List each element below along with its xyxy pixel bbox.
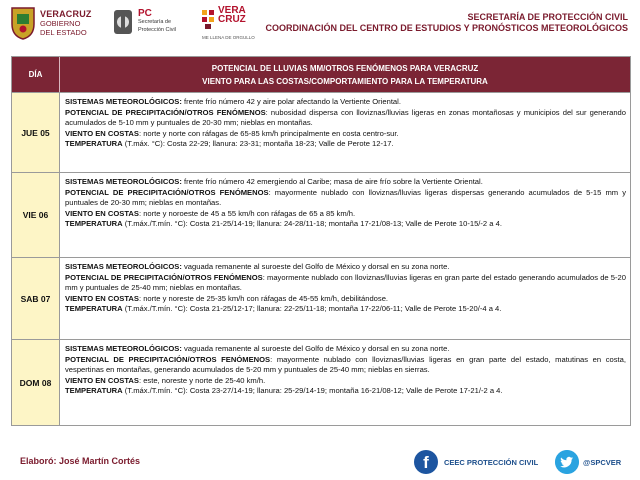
row-viento: VIENTO EN COSTAS: este, noreste y norte de 25-40 km/h. xyxy=(65,375,266,385)
logo-vera-line1: VERA xyxy=(218,5,246,16)
header-title-line2: COORDINACIÓN DEL CENTRO DE ESTUDIOS Y PRONÓSTICOS METEOROLÓGICOS xyxy=(265,23,628,33)
row-temperatura: TEMPERATURA (T.máx./T.mín. °C): Costa 21-25/12-17; llanura: 22-25/11-18; montaña 17-22/06-11; Valle de Perote 15-20/-4 a 4. xyxy=(65,304,502,313)
page-footer xyxy=(0,446,640,480)
veracruz-mark-icon xyxy=(200,8,216,30)
author-credit: Elaboró: José Martín Cortés xyxy=(20,456,141,466)
table-header xyxy=(12,57,630,92)
row-potencial: POTENCIAL DE PRECIPITACIÓN/OTROS FENÓMENOS: mayormente nublado con lloviznas/lluvias ligeras en gran parte del estado, matutinas en costa, vespertinas en montañas, generando acumulados de 5-20 mm y puntuales de 25-40 mm; nieblas en sierras. xyxy=(65,354,626,374)
col-header-day: DÍA xyxy=(12,57,60,92)
row-day: DOM 08 xyxy=(12,340,60,425)
row-sistemas: SISTEMAS METEOROLÓGICOS: frente frío número 42 y aire polar afectando la Vertiente Oriental. xyxy=(65,97,401,106)
row-sistemas: SISTEMAS METEOROLÓGICOS: vaguada remanente al suroeste del Golfo de México y dorsal en su zona norte. xyxy=(65,344,450,353)
twitter-icon[interactable] xyxy=(555,450,579,474)
row-content xyxy=(60,93,630,172)
row-day: SAB 07 xyxy=(12,258,60,339)
row-day: JUE 05 xyxy=(12,93,60,172)
logo-veracruz-sub2: DEL ESTADO xyxy=(40,28,87,37)
header-title xyxy=(265,12,628,34)
row-potencial: POTENCIAL DE PRECIPITACIÓN/OTROS FENÓMENOS: mayormente nublado con lloviznas/lluvias ligeras dispersas generando acumulados de 5-15 mm y puntuales de 20-30 mm; nieblas en montañas. xyxy=(65,187,627,207)
facebook-icon[interactable]: f xyxy=(414,450,438,474)
table-row xyxy=(12,257,630,339)
veracruz-shield-icon xyxy=(10,6,36,40)
row-temperatura: TEMPERATURA (T.máx. °C): Costa 22-29; llanura: 23-31; montaña 18-23; Valle de Perote 12-17. xyxy=(65,139,394,148)
facebook-link[interactable]: CEEC PROTECCIÓN CIVIL xyxy=(444,458,539,467)
logo-veracruz-orgullo xyxy=(200,4,260,44)
row-viento: VIENTO EN COSTAS: norte y norte con ráfagas de 65-85 km/h principalmente en costa centro-sur. xyxy=(65,128,399,138)
logo-pc-sub2: Protección Civil xyxy=(138,27,176,33)
logo-pc-name: PC xyxy=(138,8,152,19)
col-header-main xyxy=(60,57,630,92)
table-row xyxy=(12,92,630,172)
row-sistemas: SISTEMAS METEOROLÓGICOS: vaguada remanente al suroeste del Golfo de México y dorsal en su zona norte. xyxy=(65,262,450,271)
col-header-main-line1: POTENCIAL DE LLUVIAS MM/OTROS FENÓMENOS PARA VERACRUZ xyxy=(211,63,479,73)
logo-veracruz-sub1: GOBIERNO xyxy=(40,19,81,28)
row-temperatura: TEMPERATURA (T.máx./T.mín. °C): Costa 21-25/14-19; llanura: 24-28/11-18; montaña 17-21/08-13; Valle de Perote 10-15/-2 a 4. xyxy=(65,219,502,228)
table-row xyxy=(12,172,630,257)
row-viento: VIENTO EN COSTAS: norte y noroeste de 45 a 55 km/h con ráfagas de 65 a 85 km/h. xyxy=(65,208,356,218)
row-day: VIE 06 xyxy=(12,173,60,257)
pc-emblem-icon xyxy=(112,6,134,40)
forecast-table xyxy=(11,56,631,426)
logo-pc-sub1: Secretaría de xyxy=(138,19,172,25)
col-header-main-line2: VIENTO PARA LAS COSTAS/COMPORTAMIENTO PARA LA TEMPERATURA xyxy=(202,76,488,86)
row-content xyxy=(60,258,630,339)
row-potencial: POTENCIAL DE PRECIPITACIÓN/OTROS FENÓMENOS: nubosidad dispersa con lloviznas/lluvias ligeras en zonas montañosas y municipios del sur generando acumulados de 5-10 mm y puntuales de 20-30 mm; nieblas en montañas. xyxy=(65,107,626,127)
table-row xyxy=(12,339,630,425)
row-sistemas: SISTEMAS METEOROLÓGICOS: frente frío número 42 emergiendo al Caribe; masa de aire frío sobre la Vertiente Oriental. xyxy=(65,177,483,186)
header-title-line1: SECRETARÍA DE PROTECCIÓN CIVIL xyxy=(467,12,628,22)
logo-proteccion-civil xyxy=(112,6,192,42)
row-temperatura: TEMPERATURA (T.máx./T.mín. °C): Costa 23-27/14-19; llanura: 25-29/14-19; montaña 16-21/08-12; Valle de Perote 17-21/-2 a 4. xyxy=(65,386,503,395)
logo-vera-line2: CRUZ xyxy=(218,14,246,25)
row-potencial: POTENCIAL DE PRECIPITACIÓN/OTROS FENÓMENOS: mayormente nublado con lloviznas/lluvias ligeras en gran parte del estado generando acumulados de 5-20 mm y puntuales de 25-40 mm; nieblas en montañas. xyxy=(65,272,626,292)
row-content xyxy=(60,340,630,425)
logo-veracruz-name: VERACRUZ xyxy=(40,9,92,19)
logo-vera-tagline: ME LLENA DE ORGULLO xyxy=(202,35,255,40)
row-viento: VIENTO EN COSTAS: norte y noreste de 25-35 km/h con ráfagas de 45-55 km/h, debilitándose. xyxy=(65,293,389,303)
logo-gobierno-veracruz xyxy=(10,6,98,42)
row-content xyxy=(60,173,630,257)
twitter-link[interactable]: @SPCVER xyxy=(583,458,622,467)
page-header xyxy=(0,0,640,46)
